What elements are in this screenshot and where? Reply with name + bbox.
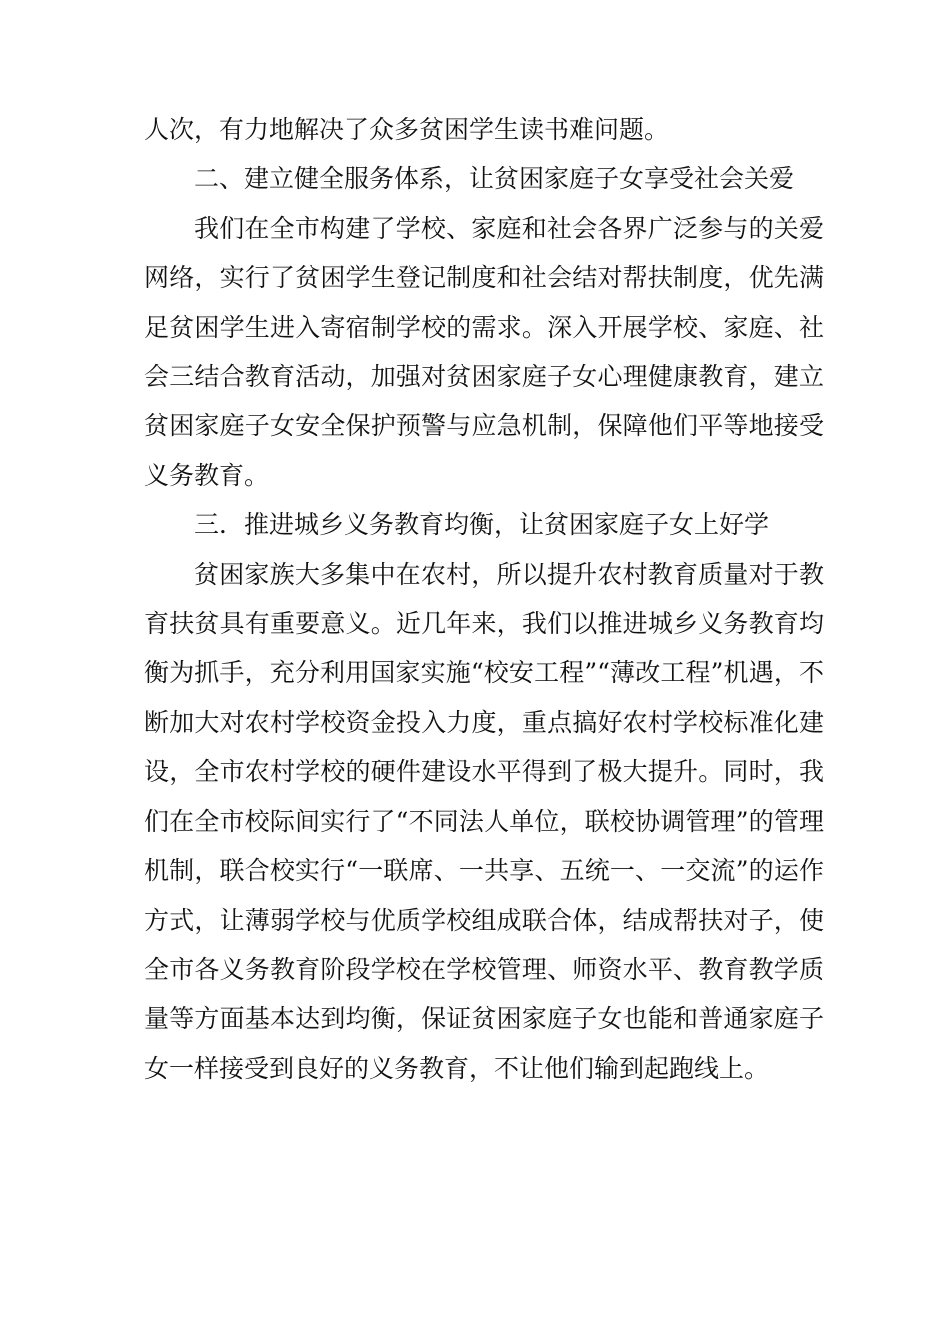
section-heading-three: 三．推进城乡义务教育均衡，让贫困家庭子女上好学 <box>194 510 770 540</box>
paragraph-care-network: 我们在全市构建了学校、家庭和社会各界广泛参与的关爱网络，实行了贫困学生登记制度和社会结对帮扶制度，优先满足贫困学生进入寄宿制学校的需求。深入开展学校、家庭、社会三结合教育活动，加强对贫困家庭子女心理健康教育，建立贫困家庭子女安全保护预警与应急机制，保障他们平等地接受义务教育。 <box>144 213 824 490</box>
section-heading-two: 二、建立健全服务体系，让贫困家庭子女享受社会关爱 <box>194 164 795 194</box>
paragraph-rural-education: 贫困家族大多集中在农村，所以提升农村教育质量对于教育扶贫具有重要意义。近几年来，我们以推进城乡义务教育均衡为抓手，充分利用国家实施“校安工程”“薄改工程”机遇，不断加大对农村学校资金投入力度，重点搞好农村学校标准化建设，全市农村学校的硬件建设水平得到了极大提升。同时，我们在全市校际间实行了“不同法人单位，联校协调管理”的管理机制，联合校实行“一联席、一共享、五统一、一交流”的运作方式，让薄弱学校与优质学校组成联合体，结成帮扶对子，使全市各义务教育阶段学校在学校管理、师资水平、教育教学质量等方面基本达到均衡，保证贫困家庭子女也能和普通家庭子女一样接受到良好的义务教育，不让他们输到起跑线上。 <box>144 559 824 1083</box>
document-body <box>144 105 824 1093</box>
paragraph-continuation: 人次，有力地解决了众多贫困学生读书难问题。 <box>144 115 670 144</box>
